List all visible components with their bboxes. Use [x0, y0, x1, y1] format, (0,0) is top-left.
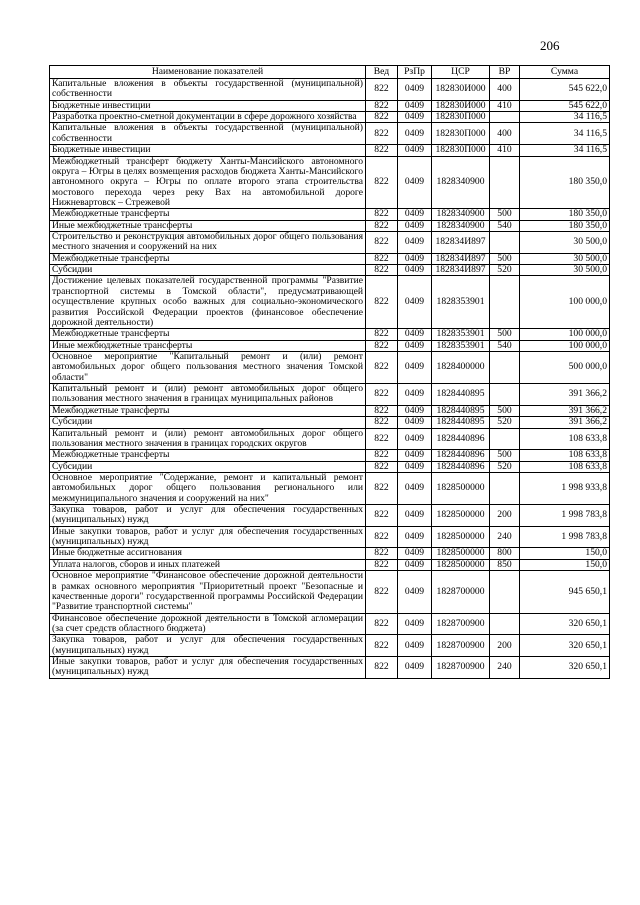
row-ved: 822 [366, 472, 398, 504]
row-name: Субсидии [50, 265, 366, 276]
row-vr: 500 [490, 253, 520, 264]
table-header-row [50, 66, 610, 79]
row-vr [490, 571, 520, 613]
row-vr: 520 [490, 461, 520, 472]
row-sum: 545 622,0 [520, 100, 610, 111]
row-csr: 1828440896 [432, 428, 490, 450]
row-name: Строительство и реконструкция автомобильных дорог общего пользования местного значения и сооружений на них [50, 232, 366, 254]
table-row [50, 526, 610, 548]
table-row [50, 571, 610, 613]
row-vr: 520 [490, 265, 520, 276]
table-row [50, 384, 610, 406]
row-ved: 822 [366, 253, 398, 264]
row-ved: 822 [366, 79, 398, 101]
row-rzpr: 0409 [398, 417, 432, 428]
row-rzpr: 0409 [398, 253, 432, 264]
row-csr: 1828440895 [432, 384, 490, 406]
row-rzpr: 0409 [398, 276, 432, 329]
row-csr: 1828400000 [432, 351, 490, 383]
row-name: Иные межбюджетные трансферты [50, 220, 366, 231]
row-vr: 850 [490, 559, 520, 570]
table-row [50, 657, 610, 679]
row-ved: 822 [366, 461, 398, 472]
row-name: Иные закупки товаров, работ и услуг для обеспечения государственных (муниципальных) нужд [50, 657, 366, 679]
table-row [50, 417, 610, 428]
row-ved: 822 [366, 276, 398, 329]
row-ved: 822 [366, 559, 398, 570]
row-sum: 180 350,0 [520, 209, 610, 220]
row-name: Межбюджетные трансферты [50, 405, 366, 416]
row-ved: 822 [366, 265, 398, 276]
row-sum: 1 998 783,8 [520, 505, 610, 527]
row-sum: 180 350,0 [520, 220, 610, 231]
row-sum: 30 500,0 [520, 253, 610, 264]
row-vr: 400 [490, 79, 520, 101]
row-csr: 1828700900 [432, 613, 490, 635]
row-ved: 822 [366, 417, 398, 428]
row-rzpr: 0409 [398, 351, 432, 383]
row-name: Межбюджетный трансферт бюджету Ханты-Мансийского автономного округа – Югры в целях возмещения расходов бюджета Ханты-Мансийского автономного округа – Югры по оплате второго этапа строительства мостового перехода через реку Вах на автомобильной дороге Нижневартовск – Стрежевой [50, 156, 366, 209]
table-row [50, 100, 610, 111]
header-ved: Вед [366, 66, 398, 79]
table-row [50, 340, 610, 351]
table-row [50, 405, 610, 416]
row-name: Иные бюджетные ассигнования [50, 548, 366, 559]
row-name: Иные закупки товаров, работ и услуг для обеспечения государственных (муниципальных) нужд [50, 526, 366, 548]
row-rzpr: 0409 [398, 571, 432, 613]
row-name: Достижение целевых показателей государственной программы "Развитие транспортной системы в Томской области", предусматривающей осуществление крупных особо важных для социально-экономического развития Российской Федерации проектов (финансовое обеспечение дорожной деятельности) [50, 276, 366, 329]
row-vr: 540 [490, 340, 520, 351]
row-vr: 410 [490, 100, 520, 111]
row-rzpr: 0409 [398, 505, 432, 527]
row-sum: 391 366,2 [520, 417, 610, 428]
row-vr [490, 351, 520, 383]
row-vr [490, 384, 520, 406]
row-name: Капитальный ремонт и (или) ремонт автомобильных дорог общего пользования местного значения в границах городских округов [50, 428, 366, 450]
row-vr [490, 613, 520, 635]
row-name: Бюджетные инвестиции [50, 100, 366, 111]
row-name: Уплата налогов, сборов и иных платежей [50, 559, 366, 570]
row-sum: 500 000,0 [520, 351, 610, 383]
row-csr: 182830И000 [432, 100, 490, 111]
row-rzpr: 0409 [398, 657, 432, 679]
row-ved: 822 [366, 635, 398, 657]
budget-table [49, 65, 610, 679]
row-name: Бюджетные инвестиции [50, 145, 366, 156]
row-rzpr: 0409 [398, 79, 432, 101]
row-rzpr: 0409 [398, 329, 432, 340]
row-ved: 822 [366, 112, 398, 123]
row-sum: 34 116,5 [520, 145, 610, 156]
table-row [50, 613, 610, 635]
row-vr [490, 472, 520, 504]
row-vr: 500 [490, 329, 520, 340]
row-name: Межбюджетные трансферты [50, 209, 366, 220]
row-sum: 108 633,8 [520, 461, 610, 472]
table-row [50, 265, 610, 276]
row-name: Финансовое обеспечение дорожной деятельности в Томской агломерации (за счет средств областного бюджета) [50, 613, 366, 635]
table-row [50, 145, 610, 156]
row-csr: 1828700900 [432, 657, 490, 679]
table-row [50, 253, 610, 264]
row-sum: 391 366,2 [520, 384, 610, 406]
row-vr: 200 [490, 635, 520, 657]
row-csr: 1828500000 [432, 548, 490, 559]
table-row [50, 428, 610, 450]
row-sum: 1 998 933,8 [520, 472, 610, 504]
row-rzpr: 0409 [398, 461, 432, 472]
row-ved: 822 [366, 100, 398, 111]
row-name: Капитальные вложения в объекты государственной (муниципальной) собственности [50, 123, 366, 145]
row-csr: 1828353901 [432, 340, 490, 351]
row-csr: 1828440896 [432, 450, 490, 461]
row-name: Межбюджетные трансферты [50, 329, 366, 340]
row-csr: 182834И897 [432, 253, 490, 264]
row-name: Субсидии [50, 461, 366, 472]
row-sum: 100 000,0 [520, 276, 610, 329]
row-csr: 1828440895 [432, 405, 490, 416]
row-rzpr: 0409 [398, 220, 432, 231]
row-rzpr: 0409 [398, 613, 432, 635]
row-ved: 822 [366, 145, 398, 156]
header-csr: ЦСР [432, 66, 490, 79]
row-sum: 545 622,0 [520, 79, 610, 101]
table-row [50, 505, 610, 527]
row-vr [490, 156, 520, 209]
table-row [50, 112, 610, 123]
table-row [50, 351, 610, 383]
page-number: 206 [540, 38, 560, 53]
row-csr: 182830П000 [432, 123, 490, 145]
row-csr: 1828500000 [432, 505, 490, 527]
row-sum: 391 366,2 [520, 405, 610, 416]
row-csr: 1828440896 [432, 461, 490, 472]
row-ved: 822 [366, 384, 398, 406]
row-rzpr: 0409 [398, 145, 432, 156]
row-name: Капитальный ремонт и (или) ремонт автомобильных дорог общего пользования местного значения в границах муниципальных районов [50, 384, 366, 406]
table-row [50, 635, 610, 657]
table-row [50, 232, 610, 254]
row-rzpr: 0409 [398, 156, 432, 209]
table-row [50, 548, 610, 559]
row-rzpr: 0409 [398, 232, 432, 254]
row-ved: 822 [366, 450, 398, 461]
row-sum: 150,0 [520, 559, 610, 570]
header-vr: ВР [490, 66, 520, 79]
row-ved: 822 [366, 329, 398, 340]
row-csr: 182830П000 [432, 145, 490, 156]
row-vr [490, 428, 520, 450]
row-name: Закупка товаров, работ и услуг для обеспечения государственных (муниципальных) нужд [50, 505, 366, 527]
row-sum: 30 500,0 [520, 265, 610, 276]
row-ved: 822 [366, 548, 398, 559]
row-vr: 500 [490, 450, 520, 461]
row-vr: 410 [490, 145, 520, 156]
row-csr: 182830П000 [432, 112, 490, 123]
row-rzpr: 0409 [398, 548, 432, 559]
row-csr: 1828500000 [432, 472, 490, 504]
table-row [50, 559, 610, 570]
row-ved: 822 [366, 657, 398, 679]
row-sum: 1 998 783,8 [520, 526, 610, 548]
row-ved: 822 [366, 526, 398, 548]
row-ved: 822 [366, 571, 398, 613]
row-rzpr: 0409 [398, 450, 432, 461]
row-vr [490, 276, 520, 329]
row-vr: 240 [490, 657, 520, 679]
row-sum: 100 000,0 [520, 329, 610, 340]
row-sum: 108 633,8 [520, 428, 610, 450]
row-name: Межбюджетные трансферты [50, 253, 366, 264]
row-name: Иные межбюджетные трансферты [50, 340, 366, 351]
row-sum: 34 116,5 [520, 123, 610, 145]
row-rzpr: 0409 [398, 123, 432, 145]
row-vr [490, 232, 520, 254]
table-row [50, 220, 610, 231]
row-rzpr: 0409 [398, 209, 432, 220]
row-rzpr: 0409 [398, 112, 432, 123]
row-name: Межбюджетные трансферты [50, 450, 366, 461]
row-sum: 100 000,0 [520, 340, 610, 351]
row-rzpr: 0409 [398, 100, 432, 111]
row-rzpr: 0409 [398, 559, 432, 570]
row-csr: 1828353901 [432, 329, 490, 340]
row-vr: 400 [490, 123, 520, 145]
row-sum: 320 650,1 [520, 635, 610, 657]
table-row [50, 79, 610, 101]
row-rzpr: 0409 [398, 405, 432, 416]
row-rzpr: 0409 [398, 384, 432, 406]
row-sum: 150,0 [520, 548, 610, 559]
row-name: Основное мероприятие "Капитальный ремонт и (или) ремонт автомобильных дорог общего пользования местного значения Томской области" [50, 351, 366, 383]
row-ved: 822 [366, 405, 398, 416]
row-name: Субсидии [50, 417, 366, 428]
row-vr: 520 [490, 417, 520, 428]
table-row [50, 209, 610, 220]
header-name: Наименование показателей [50, 66, 366, 79]
row-name: Основное мероприятие "Содержание, ремонт и капитальный ремонт автомобильных дорог общего пользования регионального или межмуниципального значения и сооружений на них" [50, 472, 366, 504]
table-row [50, 472, 610, 504]
row-ved: 822 [366, 123, 398, 145]
table-row [50, 156, 610, 209]
row-vr: 500 [490, 209, 520, 220]
row-csr: 182834И897 [432, 265, 490, 276]
row-ved: 822 [366, 428, 398, 450]
row-name: Основное мероприятие "Финансовое обеспечение дорожной деятельности в рамках основного мероприятия "Приоритетный проект "Безопасные и качественные дороги" государственной программы Российской Федерации "Развитие транспортной системы" [50, 571, 366, 613]
row-ved: 822 [366, 220, 398, 231]
row-ved: 822 [366, 351, 398, 383]
row-vr: 540 [490, 220, 520, 231]
row-csr: 1828353901 [432, 276, 490, 329]
row-sum: 945 650,1 [520, 571, 610, 613]
row-csr: 1828340900 [432, 156, 490, 209]
row-name: Капитальные вложения в объекты государственной (муниципальной) собственности [50, 79, 366, 101]
row-ved: 822 [366, 232, 398, 254]
row-vr: 800 [490, 548, 520, 559]
row-vr: 200 [490, 505, 520, 527]
row-csr: 182834И897 [432, 232, 490, 254]
row-vr [490, 112, 520, 123]
row-rzpr: 0409 [398, 265, 432, 276]
row-name: Разработка проектно-сметной документации в сфере дорожного хозяйства [50, 112, 366, 123]
row-ved: 822 [366, 156, 398, 209]
row-csr: 182830И000 [432, 79, 490, 101]
header-rzpr: РзПр [398, 66, 432, 79]
row-rzpr: 0409 [398, 635, 432, 657]
row-rzpr: 0409 [398, 340, 432, 351]
row-csr: 1828700900 [432, 635, 490, 657]
row-rzpr: 0409 [398, 428, 432, 450]
row-sum: 30 500,0 [520, 232, 610, 254]
row-name: Закупка товаров, работ и услуг для обеспечения государственных (муниципальных) нужд [50, 635, 366, 657]
row-vr: 240 [490, 526, 520, 548]
table-row [50, 123, 610, 145]
row-sum: 320 650,1 [520, 657, 610, 679]
table-row [50, 329, 610, 340]
row-sum: 34 116,5 [520, 112, 610, 123]
row-ved: 822 [366, 505, 398, 527]
row-ved: 822 [366, 340, 398, 351]
row-csr: 1828500000 [432, 559, 490, 570]
table-row [50, 276, 610, 329]
header-sum: Сумма [520, 66, 610, 79]
row-csr: 1828500000 [432, 526, 490, 548]
row-rzpr: 0409 [398, 526, 432, 548]
row-sum: 180 350,0 [520, 156, 610, 209]
table-row [50, 461, 610, 472]
row-csr: 1828440895 [432, 417, 490, 428]
row-rzpr: 0409 [398, 472, 432, 504]
row-ved: 822 [366, 209, 398, 220]
row-sum: 108 633,8 [520, 450, 610, 461]
table-row [50, 450, 610, 461]
row-vr: 500 [490, 405, 520, 416]
row-csr: 1828340900 [432, 220, 490, 231]
row-ved: 822 [366, 613, 398, 635]
row-csr: 1828340900 [432, 209, 490, 220]
row-csr: 1828700000 [432, 571, 490, 613]
row-sum: 320 650,1 [520, 613, 610, 635]
